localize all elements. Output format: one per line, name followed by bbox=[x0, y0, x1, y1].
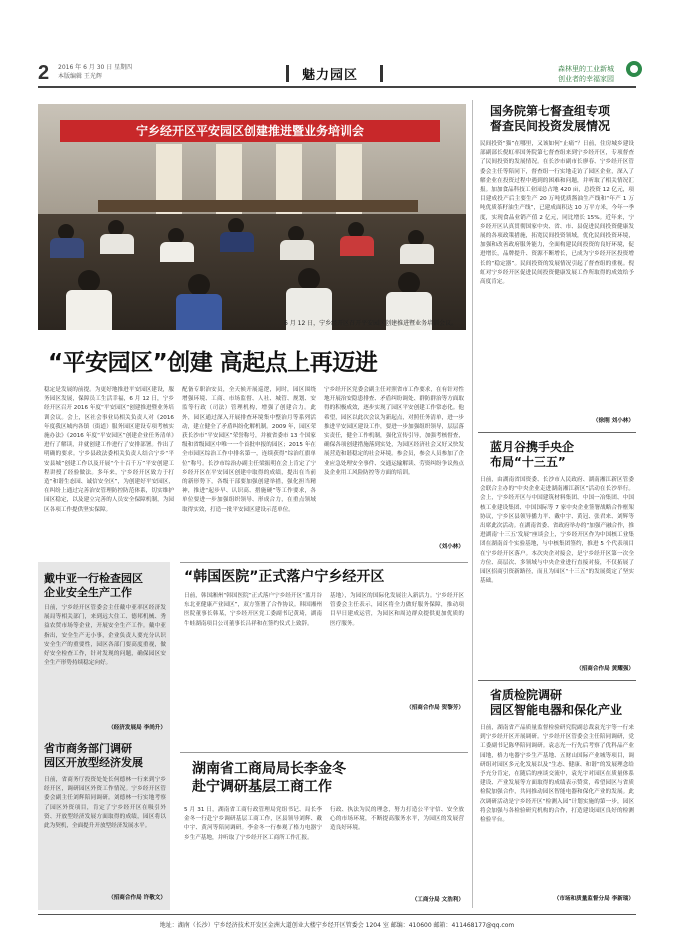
m2-author: （工商分局 文浩利） bbox=[411, 897, 464, 903]
photo-person bbox=[298, 268, 320, 290]
m2-title-line-1: 湖南省工商局局长李金冬 bbox=[192, 761, 346, 777]
masthead-rule bbox=[38, 86, 636, 88]
photo-banner bbox=[60, 120, 440, 142]
m1-author: （招商合作局 贺黎芳） bbox=[406, 705, 464, 711]
m1-body-a: 日前，韩国湘州“韩国医院”正式落户宁乡经开区“蓝月谷东北亚健康产业园区”，双方签署了合作协议。韩国湘州医院董事长韩某，宁乡经开区党工委副书记黄琦，湖南牛蛙湖南项目公司董事长吕祥和在签约仪式上致辞。 bbox=[184, 593, 322, 627]
main-article-col-3: 宁乡经开区党委会副主任对照省市工作要求，在有针对性地开展治安隐患排查、矛盾纠纷调处、群防群治等方面取得的积极成效，逐步实现了园区平安创建工作常态化。他希望，园区以此次会议为新起点，对照任务清单，进一步推进平安园区建设工作，要进一步加强组织领导，层层落实责任，健全工作机制，强化宣传引导，加强考核督查，确保各项创建措施落到实处，为园区经济社会又好又快发展营造和谐稳定的社会环境。参会员，参会人员参加了企业应急处理安全事件、交通运输解读、劳资纠纷争议热点及企业用工风险防控等方面的培训。 bbox=[324, 387, 464, 476]
slogan-line-1: 森林里的工业新城 bbox=[558, 65, 614, 73]
b2-author: （招商合作局 许敬文） bbox=[108, 895, 166, 901]
photo-person-body bbox=[280, 240, 314, 260]
m1-body-b: 基地），为园区的国际化发展注入新活力。宁乡经开区管委会主任表示，园区将全力做好服务保障，推动项目早日建成运营，为园区和周边群众提供更加优质的医疗服务。 bbox=[330, 593, 464, 627]
park-logo-icon bbox=[626, 61, 642, 77]
meeting-photo bbox=[38, 104, 466, 330]
a2-title-line-2: 布局“十三五” bbox=[490, 455, 566, 469]
b2-title-line-2: 园区开放型经济发展 bbox=[44, 756, 143, 769]
masthead bbox=[38, 62, 638, 86]
right-divider-2 bbox=[478, 680, 636, 681]
b1-author: （经济发展局 李尚升） bbox=[108, 725, 166, 731]
a3-author: （市场和质量监督分局 李新瑞） bbox=[553, 896, 634, 902]
main-article-col-2: 配备专职治安员，全天候开展巡逻，同时，园区围绕增强环境、工商、市场监督、人社、城管、规划、安监等行政（司法）管理机构，增强了创建合力。此外，园区通过深入开展排查环境集中整治月等系列活动，建立健全了矛盾纠纷化解机制。2009 年，园区荣获长沙市“平安园区”荣誉称号，并被省委市 13 个国家级和省级园区中唯一一个首批申报的园区；2015 年在全市园区综治工作中排名第一，连续获得“综治红旗单位”称号。长沙市综治办副主任梁振明在会上肯定了宁乡经开区在平安园区创建中取得的成绩，提出在当前的新形势下，各级干部要加强创建举措，强化担当精神，推进“起步早、认识高、措施硬”等工作要求，各单位要进一步加强组织领导、形成合力，在重点领域取得实效，打造一批平安园区建设示范单位。 bbox=[182, 387, 316, 513]
photo-banner-text: 宁乡经开区平安园区创建推进暨业务培训会 bbox=[135, 124, 364, 138]
date-text: 2016 年 6 月 30 日 星期四 bbox=[58, 64, 133, 71]
footer-address: 地址：湖南（长沙）宁乡经济技术开发区金洲大道创业大楼宁乡经开区管委会 1204 室 邮编：410600 邮箱：411468177@qq.com bbox=[159, 922, 515, 929]
photo-person-body bbox=[66, 290, 112, 330]
b2-title-line-1: 省市商务部门调研 bbox=[44, 742, 132, 755]
section-bar-right bbox=[380, 65, 383, 82]
right-divider-1 bbox=[478, 432, 636, 433]
main-article-author: （刘小林） bbox=[436, 544, 464, 550]
m2-title-line-2: 赴宁调研基层工商工作 bbox=[192, 779, 332, 795]
a3-title-line-2: 园区智能电器和保化产业 bbox=[490, 703, 623, 717]
footer-rule bbox=[38, 914, 636, 915]
a1-title-line-1: 国务院第七督查组专项 bbox=[490, 104, 611, 118]
b2-body: 日前，省商务厅投资处处长何德林一行来到宁乡经开区，调研园区外资工作情况。宁乡经开区管委会副主任刘辉陪同调研。刘德林一行实地考察了园区外资项目，肯定了宁乡经开区在吸引外资、开放型经济发展方面取得的成绩，园区将以此为契机，全面提升开放型经济发展水平。 bbox=[44, 777, 166, 830]
slogan bbox=[558, 64, 614, 84]
a2-title-line-1: 蓝月谷携手央企 bbox=[490, 440, 575, 454]
main-headline: “平安园区”创建 高起点上再迈进 bbox=[48, 350, 378, 376]
page-number: 2 bbox=[38, 62, 50, 84]
a1-author: （徐刚 刘小林） bbox=[592, 418, 634, 424]
a1-title-line-2: 督查民间投资发展情况 bbox=[490, 119, 611, 133]
photo-caption: 6 月 12 日，宁乡经开区召开平安园区创建推进暨业务培训会议。 bbox=[284, 320, 458, 327]
b1-title-line-2: 企业安全生产工作 bbox=[44, 586, 132, 599]
a2-author: （招商合作局 黄耀强） bbox=[576, 666, 634, 672]
a3-title-line-1: 省质检院调研 bbox=[490, 688, 563, 702]
photo-podium-table bbox=[98, 200, 418, 212]
photo-person bbox=[188, 274, 210, 296]
mid-mid-rule bbox=[180, 752, 468, 753]
photo-person-body bbox=[100, 234, 134, 254]
photo-person-body bbox=[400, 244, 434, 264]
main-article-col-1: 稳定是发展的前提。为更好地推进平安园区建设，服务园区发展，保障员工生活幸福，6 月 12 日，宁乡经开区召开 2016 年度“平安园区”创建推进暨业务培训会议。会上，区社会事业局相关负责人对《2016 年度我区城内各镇（街道）服务园区建设专项考核实施办法》《2016 年度“平安园区”创建企业任务清单》进行了解读，并就创建工作进行了安排部署。作出了明确的要求。宁乡县政法委相关负责人结合宁乡“平安县城”创建工作以及开展“个十百千万”平安创建工程讲授了经验做法。多年来，宁乡经开区致力于打造“和谐生态园、诚信安全区”，为创建好平安园区，在纠纷上通过完善治安管理防控防范体系，切实维护园区稳定，以及建立完善的人员安全保障机制，为园区各项工作提供坚实保障。 bbox=[44, 387, 174, 513]
photo-person bbox=[398, 272, 420, 294]
a3-body: 日前，湖南省产品质量监督检验研究院副总裁袁光宇等一行来到宁乡经开区开展调研。宁乡经开区管委会主任陪同调研，党工委副书记陈华陪同调研。袁志光一行先后考察了优科品产业园地，格力电器宁乡生产基地、五财山国际产业城等项目，调研组对园区多元化发展以及“生态、健康、和谐”的发展理念给予充分肯定，在随后的座谈交流中，袁光宇对园区在质量体系建设、产业发展等方面取得的成绩表示赞赏，希望园区与省质检院加强合作，共同推动园区智能电器和保化产业的发展。此次调研活动是宁乡经开区“检测入园”计划实施的第一步，园区将会加强与各检验研究机构的合作，打造建设园区良好的检测检验平台。 bbox=[480, 725, 634, 824]
section-bar-left bbox=[286, 65, 289, 82]
photo-person-body bbox=[176, 294, 222, 330]
m2-body-b: 行政、执法为民的理念，努力打造公平守信、安全放心的市场环境，不断提高服务水平，为园区的发展营造良好环境。 bbox=[330, 807, 464, 832]
photo-person-body bbox=[50, 238, 84, 258]
mid-top-rule bbox=[180, 562, 468, 563]
photo-audience bbox=[38, 214, 466, 330]
editor-text: 本版编辑 王光辉 bbox=[58, 73, 102, 80]
b1-body: 日前，宁乡经开区管委会主任戴中亚率区经济发展局等相关部门，来到远大住工、德邦机械、秀益农贸市场等企业，开展安全生产工作。戴中亚指出，安全生产无小事，企业负责人要充分认识安全生产的重要性，园区各部门要高度重视，做好安全检查工作，针对发现的问题，确保园区安全生产形势持续稳定向好。 bbox=[44, 605, 166, 667]
photo-person bbox=[78, 270, 100, 292]
a1-body: 民间投资“猫”在哪里，又该如何“止痛”？日前，住房城乡建设部副部长倪虹率国务院第七督查组来到宁乡经开区，专项督查了民间投资的发展情况。在长沙市副市长廖春、宁乡经开区管委会主任等陪同下，督查组一行实地走访了园区企业，深入了解企业在投资过程中遇到的困难和问题，并听取了相关情况汇报。加加食品科技工业园总占地 420 亩，总投资 12 亿元，项目建成投产后主要生产 20 万吨优质酱油生产线和“年产 1 万吨优质茶籽油生产线”，已建成面积达 10 万平方米，今年一季度，实现食品业销产值 2 亿元，同比增长 15%。近年来，宁乡经开区认真贯彻国家中央、省、市、县促进民间投资健康发展的各项政策措施，拓宽民间投资领域，优化民间投资环境，加强和改善政府服务能力，全面构建民间投资的良好环境，促进增长，品牌提升、资源不断增长，已成为宁乡经开区投资增长的“稳定器”。民间投资的发展情况引起了督查组的重视。倪虹对宁乡经开区促进民间投资健康发展工作所取得的成效给予高度肯定。 bbox=[480, 141, 634, 286]
photo-person-body bbox=[160, 242, 194, 262]
date-line bbox=[58, 63, 132, 81]
slogan-line-2: 创业者的幸福家园 bbox=[558, 75, 614, 83]
m2-body-a: 5 月 31 日，湖南省工商行政管理局党组书记、局长李金冬一行赴宁乡调研基层工商工作，区县领导刘辉、戴中宇、黄河等陪同调研。李金冬一行参观了格力电器宁乡生产基地，并听取了宁乡经开区工商所工作汇报。 bbox=[184, 807, 322, 841]
m1-title: “韩国医院”正式落户宁乡经开区 bbox=[184, 569, 385, 585]
section-title: 魅力园区 bbox=[302, 68, 359, 83]
a2-body: 日前，由湖南省国资委、长沙市人民政府、湖南湘江新区管委会联合主办的“中央企业走进湖南湘江新区”活动在长沙举行。会上，宁乡经开区与中国建筑材料集团、中国一冶集团、中国核工业建设集团、中国国际等 7 家中央企业签署战略合作框架协议，宁乡区县领导播力平、戴中宇、黄冠、张君来、刘辉等出席此次活动。在湖南省委、省政府举办的“加强产融合作，推进湖南‘十三五’发展”座谈会上，宁乡经开区作为中国核工业集团在湖南首个实验基地，与中核集团签约，推进 5 个代表项目在宁乡经开区落户。本次央企对接会，是宁乡经开区第一次全方位、高层次、多领域与中央企业进行直接对接，不仅拓展了园区招商引资新路径，而且为园区“十三五”的发展奠定了坚实基础。 bbox=[480, 477, 634, 585]
right-column-divider bbox=[472, 100, 473, 908]
photo-person-body bbox=[340, 236, 374, 256]
b1-title-line-1: 戴中亚一行检查园区 bbox=[44, 572, 143, 585]
photo-person-body bbox=[220, 232, 254, 252]
